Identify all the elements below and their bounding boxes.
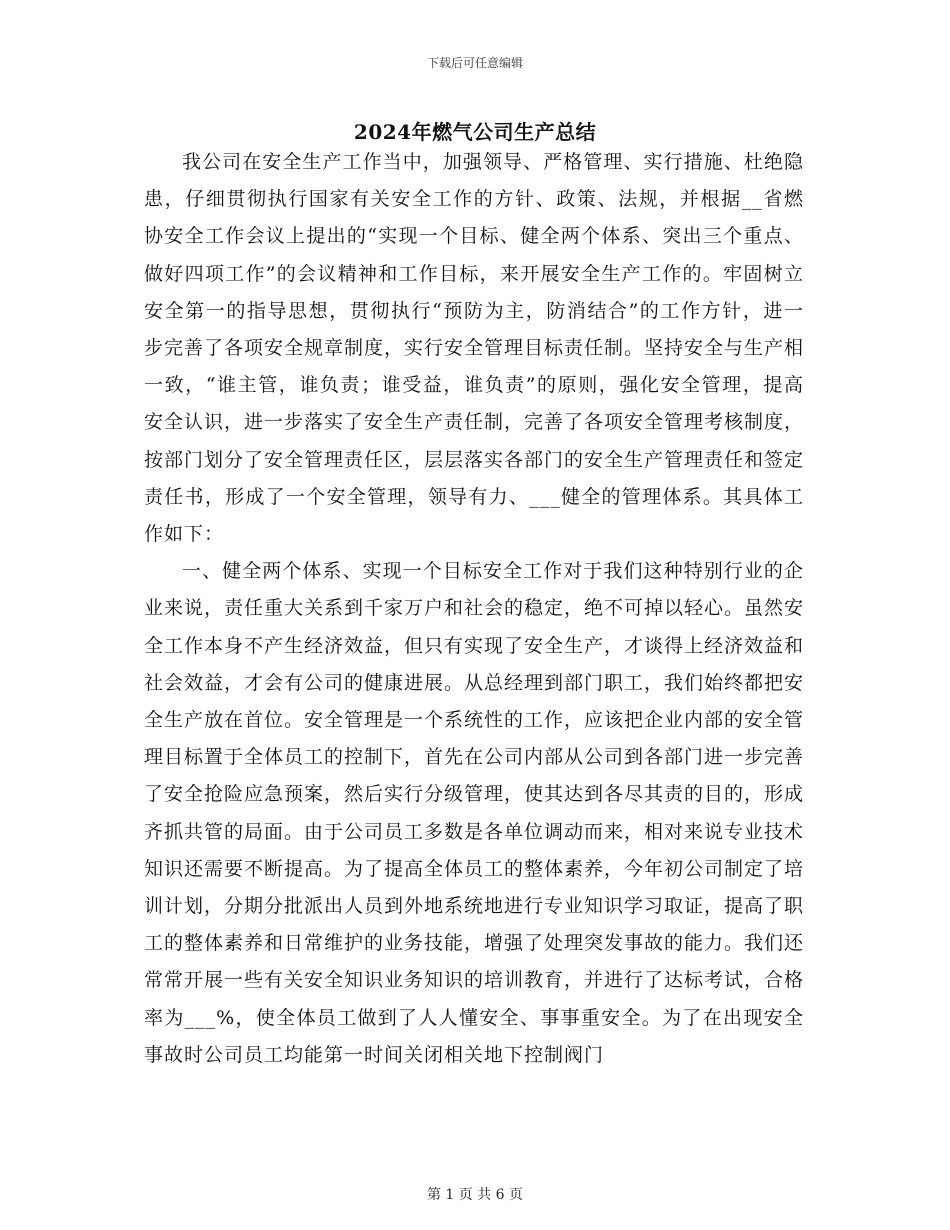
page-number-footer: 第 1 页 共 6 页 [426,1187,524,1203]
page-header-note: 下载后可任意编辑 [426,56,523,70]
paragraph-2: 一、健全两个体系、实现一个目标安全工作对于我们这种特别行业的企业来说，责任重大关系到千家万户和社会的稳定，绝不可掉以轻心。虽然安全工作本身不产生经济效益，但只有实现了安全生产，才谈得上经济效益和社会效益，才会有公司的健康进展。从总经理到部门职工，我们始终都把安全生产放在首位。安全管理是一个系统性的工作，应该把企业内部的安全管理目标置于全体员工的控制下，首先在公司内部从公司到各部门进一步完善了安全抢险应急预案，然后实行分级管理，使其达到各尽其责的目的，形成齐抓共管的局面。由于公司员工多数是各单位调动而来，相对来说专业技术知识还需要不断提高。为了提高全体员工的整体素养，今年初公司制定了培训计划，分期分批派出人员到外地系统地进行专业知识学习取证，提高了职工的整体素养和日常维护的业务技能，增强了处理突发事故的能力。我们还常常开展一些有关安全知识业务知识的培训教育，并进行了达标考试，合格率为___%，使全体员工做到了人人懂安全、事事重安全。为了在出现安全事故时公司员工均能第一时间关闭相关地下控制阀门 [144,560,805,1066]
document-title: 2024年燃气公司生产总结 [353,120,597,144]
paragraph-1: 我公司在安全生产工作当中，加强领导、严格管理、实行措施、杜绝隐患，仔细贯彻执行国家有关安全工作的方针、政策、法规，并根据__省燃协安全工作会议上提出的“实现一个目标、健全两个体系、突出三个重点、做好四项工作”的会议精神和工作目标，来开展安全生产工作的。牢固树立安全第一的指导思想，贯彻执行“预防为主，防消结合”的工作方针，进一步完善了各项安全规章制度，实行安全管理目标责任制。坚持安全与生产相一致，“谁主管，谁负责；谁受益，谁负责”的原则，强化安全管理，提高安全认识，进一步落实了安全生产责任制，完善了各项安全管理考核制度，按部门划分了安全管理责任区，层层落实各部门的安全生产管理责任和签定责任书，形成了一个安全管理，领导有力、___健全的管理体系。其具体工作如下： [144,151,805,546]
document-body [144,144,804,1074]
